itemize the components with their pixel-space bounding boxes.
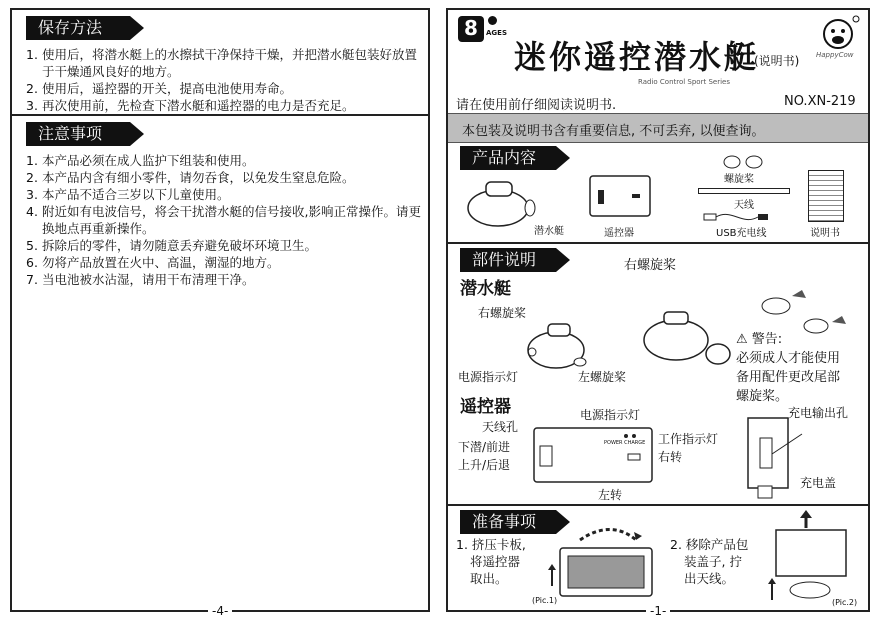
warning-line: 螺旋桨。 bbox=[736, 389, 789, 404]
right-page bbox=[446, 8, 870, 618]
list-item: 1. 本产品必须在成人监护下组装和使用。 bbox=[26, 153, 255, 168]
list-item: 6. 勿将产品放置在火中、高温，潮湿的地方。 bbox=[26, 255, 280, 270]
series-text: Radio Control Sport Series bbox=[638, 78, 730, 86]
part-label: 右转 bbox=[658, 450, 683, 464]
list-item: 7. 当电池被水沾湿，请用干布清理干净。 bbox=[26, 272, 255, 287]
list-item: 1. 使用后，将潜水艇上的水擦拭干净保持干燥，并把潜水艇包装好放置于干燥通风良好的地方。 bbox=[26, 47, 418, 79]
section-divider bbox=[448, 504, 868, 506]
warning-line: 必须成人才能使用 bbox=[736, 351, 841, 366]
read-notice: 请在使用前仔细阅读说明书. bbox=[456, 98, 617, 113]
item-label: 天线 bbox=[734, 200, 754, 211]
step-line: 将遥控器 bbox=[470, 554, 521, 569]
page-subtitle: (说明书) bbox=[754, 54, 800, 68]
prep-header: 准备事项 bbox=[460, 510, 556, 534]
page-title: 迷你遥控潜水艇 bbox=[514, 38, 760, 76]
part-label: 充电输出孔 bbox=[788, 406, 849, 420]
package-cover-diagram bbox=[766, 510, 862, 606]
item-label: 螺旋桨 bbox=[724, 174, 754, 185]
part-label: 左螺旋桨 bbox=[578, 370, 627, 384]
manual-image bbox=[808, 170, 844, 222]
part-label: 电源指示灯 bbox=[580, 408, 641, 422]
page-number: -4- bbox=[208, 604, 232, 618]
pic-label: (Pic.2) bbox=[832, 598, 858, 607]
step-line: 2. 移除产品包 bbox=[670, 537, 749, 552]
notes-header: 注意事项 bbox=[26, 122, 130, 146]
part-label: 工作指示灯 bbox=[658, 432, 719, 446]
charge-port-diagram bbox=[738, 414, 808, 504]
notice-bar bbox=[448, 113, 868, 143]
remote-title: 遥控器 bbox=[460, 397, 511, 417]
age-dot bbox=[488, 16, 497, 25]
part-label: 上升/后退 bbox=[458, 458, 511, 472]
keep-notice: 本包装及说明书含有重要信息, 不可丢弃, 以便查询。 bbox=[462, 124, 765, 139]
part-label: 下潜/前进 bbox=[458, 440, 511, 454]
remote-diagram bbox=[530, 424, 658, 486]
item-label: USB充电线 bbox=[716, 228, 767, 239]
step-line: 出天线。 bbox=[684, 571, 735, 586]
prep-step-1 bbox=[456, 536, 526, 587]
section-divider bbox=[448, 242, 868, 244]
list-item: 3. 本产品不适合三岁以下儿童使用。 bbox=[26, 187, 230, 202]
part-label: 电源指示灯 bbox=[458, 370, 519, 384]
prep-step-2 bbox=[670, 536, 748, 587]
model-number: NO.XN-219 bbox=[784, 94, 856, 109]
list-item: 5. 拆除后的零件，请勿随意丢弃避免破坏环境卫生。 bbox=[26, 238, 318, 253]
pic-label: (Pic.1) bbox=[532, 596, 558, 605]
submarine-image bbox=[458, 170, 538, 230]
submarine-rear-diagram bbox=[634, 306, 734, 372]
part-label: 左转 bbox=[598, 488, 623, 502]
warning-icon: ⚠ bbox=[736, 332, 748, 347]
panel-text: POWER CHARGE bbox=[604, 440, 646, 446]
list-item: 2. 本产品内含有细小零件，请勿吞食，以免发生窒息危险。 bbox=[26, 170, 355, 185]
age-label: AGES bbox=[486, 29, 507, 37]
left-page bbox=[10, 8, 430, 618]
submarine-diagram bbox=[518, 316, 598, 376]
part-label: 天线孔 bbox=[482, 420, 519, 434]
parts-header: 部件说明 bbox=[460, 248, 556, 272]
list-item: 3. 再次使用前，先检查下潜水艇和遥控器的电力是否充足。 bbox=[26, 98, 355, 113]
list-item: 4. 附近如有电波信号，将会干扰潜水艇的信号接收,影响正常操作。请更换地点再重新操作。 bbox=[26, 204, 421, 236]
storage-header: 保存方法 bbox=[26, 16, 130, 40]
remote-removal-diagram bbox=[540, 528, 658, 600]
submarine-title: 潜水艇 bbox=[460, 279, 511, 299]
part-label: 右螺旋桨 bbox=[624, 258, 677, 273]
warning-line: 备用配件更改尾部 bbox=[736, 370, 841, 385]
brand-name: HappyCow bbox=[816, 51, 854, 59]
list-item: 2. 使用后，遥控器的开关，提高电池使用寿命。 bbox=[26, 81, 293, 96]
notes-list bbox=[26, 152, 421, 288]
part-label: 充电盖 bbox=[800, 476, 837, 490]
item-label: 说明书 bbox=[810, 228, 840, 239]
step-line: 装盖子, 拧 bbox=[684, 554, 742, 569]
page-number: -1- bbox=[646, 604, 670, 618]
item-label: 潜水艇 bbox=[534, 226, 564, 237]
remote-image bbox=[588, 174, 652, 218]
item-label: 遥控器 bbox=[604, 228, 634, 239]
storage-list bbox=[26, 46, 421, 114]
age-badge: 8 bbox=[458, 16, 484, 42]
step-line: 取出。 bbox=[470, 571, 508, 586]
step-line: 1. 挤压卡板, bbox=[456, 537, 526, 552]
section-divider bbox=[12, 114, 428, 116]
contents-header: 产品内容 bbox=[460, 146, 556, 170]
warning-box: ⚠ 警告: 必须成人才能使用 备用配件更改尾部 螺旋桨。 bbox=[736, 328, 864, 404]
antenna-image bbox=[698, 188, 790, 194]
part-label: 右螺旋桨 bbox=[478, 306, 527, 320]
